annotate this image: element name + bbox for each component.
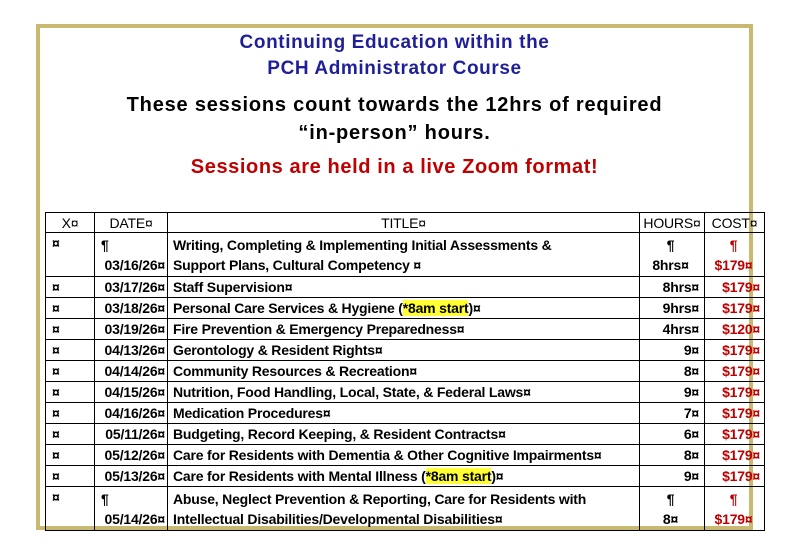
row-cost: $179¤ <box>705 403 765 424</box>
row-title <box>168 298 640 319</box>
table-row <box>46 233 765 277</box>
row-title-cell <box>168 487 640 531</box>
table-row <box>46 319 765 340</box>
row-cost: $179¤ <box>705 277 765 298</box>
row-title-end: )¤ <box>468 300 481 316</box>
row-title: Nutrition, Food Handling, Local, State, & Federal Laws¤ <box>168 382 640 403</box>
row-hours: 4hrs¤ <box>640 319 705 340</box>
row-cost: $179¤ <box>705 445 765 466</box>
paragraph-mark: ¶ <box>666 236 675 253</box>
row-title-line-1: Writing, Completing & Implementing Initial Assessments & <box>173 236 552 253</box>
row-date: 05/14/26¤ <box>104 510 165 527</box>
zoom-notice: Sessions are held in a live Zoom format! <box>190 156 599 178</box>
row-title: Care for Residents with Dementia & Other Cognitive Impairments¤ <box>168 445 640 466</box>
row-x-cell: ¤ <box>46 382 95 403</box>
table-row <box>46 382 765 403</box>
row-hours: 8¤ <box>640 445 705 466</box>
row-date: 04/14/26¤ <box>95 361 168 382</box>
paragraph-mark: ¶ <box>101 236 109 253</box>
row-cost: $179¤ <box>705 340 765 361</box>
row-date: 03/18/26¤ <box>95 298 168 319</box>
row-title-line-1: Abuse, Neglect Prevention & Reporting, Care for Residents with <box>173 490 587 507</box>
paragraph-mark: ¶ <box>729 490 738 507</box>
row-x-cell: ¤ <box>46 298 95 319</box>
row-date: 05/11/26¤ <box>95 424 168 445</box>
row-cost: $179¤ <box>705 298 765 319</box>
col-header-cost: COST¤ <box>705 213 765 233</box>
row-x-cell: ¤ <box>46 277 95 298</box>
row-hours: 9hrs¤ <box>640 298 705 319</box>
row-cost: $179¤ <box>705 424 765 445</box>
row-title: Budgeting, Record Keeping, & Resident Contracts¤ <box>168 424 640 445</box>
row-x-cell: ¤ <box>46 403 95 424</box>
row-date: 03/16/26¤ <box>104 256 165 273</box>
row-hours-cell <box>640 233 705 277</box>
row-date: 03/17/26¤ <box>95 277 168 298</box>
row-title: Gerontology & Resident Rights¤ <box>168 340 640 361</box>
table-row <box>46 487 765 531</box>
row-title: Fire Prevention & Emergency Preparedness¤ <box>168 319 640 340</box>
row-cost: $179¤ <box>714 256 753 273</box>
col-header-hours: HOURS¤ <box>640 213 705 233</box>
col-header-x: X¤ <box>46 213 95 233</box>
heading-line-2: PCH Administrator Course <box>267 58 522 79</box>
col-header-date: DATE¤ <box>95 213 168 233</box>
row-date: 05/12/26¤ <box>95 445 168 466</box>
row-cost-cell <box>705 233 765 277</box>
row-title: Medication Procedures¤ <box>168 403 640 424</box>
row-title: Community Resources & Recreation¤ <box>168 361 640 382</box>
row-hours: 7¤ <box>640 403 705 424</box>
row-cost-cell <box>705 487 765 531</box>
session-schedule-table <box>45 212 765 531</box>
paragraph-mark: ¶ <box>666 490 675 507</box>
paragraph-mark: ¶ <box>729 236 738 253</box>
row-title-line-2: Intellectual Disabilities/Developmental Disabilities¤ <box>173 510 503 527</box>
start-time-highlight: *8am start <box>402 300 469 316</box>
row-title <box>168 466 640 487</box>
row-x-cell: ¤ <box>46 340 95 361</box>
row-cost: $179¤ <box>705 466 765 487</box>
row-title-text: Care for Residents with Mental Illness ( <box>173 468 426 484</box>
row-x-cell: ¤ <box>46 445 95 466</box>
row-cost: $120¤ <box>705 319 765 340</box>
row-title-end: )¤ <box>491 468 504 484</box>
row-hours: 9¤ <box>640 466 705 487</box>
table-row <box>46 445 765 466</box>
heading-line-1: Continuing Education within the <box>239 32 550 53</box>
row-x-cell: ¤ <box>46 319 95 340</box>
row-title: Staff Supervision¤ <box>168 277 640 298</box>
row-cost: $179¤ <box>705 361 765 382</box>
row-hours: 9¤ <box>640 340 705 361</box>
row-hours: 6¤ <box>640 424 705 445</box>
row-cost: $179¤ <box>714 510 753 527</box>
row-cost: $179¤ <box>705 382 765 403</box>
row-title-text: Personal Care Services & Hygiene ( <box>173 300 403 316</box>
col-header-title: TITLE¤ <box>168 213 640 233</box>
row-date: 04/16/26¤ <box>95 403 168 424</box>
row-hours: 8hrs¤ <box>640 277 705 298</box>
row-title-cell <box>168 233 640 277</box>
row-date-cell <box>95 487 168 531</box>
table-row <box>46 361 765 382</box>
table-row <box>46 298 765 319</box>
row-date: 04/13/26¤ <box>95 340 168 361</box>
row-hours-cell <box>640 487 705 531</box>
subheading-line-1: These sessions count towards the 12hrs of required <box>126 94 663 116</box>
row-x-cell: ¤ <box>46 487 95 531</box>
row-date-cell <box>95 233 168 277</box>
row-x-cell: ¤ <box>46 466 95 487</box>
row-date: 05/13/26¤ <box>95 466 168 487</box>
paragraph-mark: ¶ <box>101 490 109 507</box>
row-date: 03/19/26¤ <box>95 319 168 340</box>
row-x-cell: ¤ <box>46 233 95 277</box>
row-title-line-2: Support Plans, Cultural Competency ¤ <box>173 256 421 273</box>
start-time-highlight: *8am start <box>425 468 492 484</box>
row-hours: 8¤ <box>640 361 705 382</box>
table-row <box>46 340 765 361</box>
table-row <box>46 403 765 424</box>
flyer-frame <box>36 24 760 530</box>
row-hours: 9¤ <box>640 382 705 403</box>
row-hours: 8¤ <box>662 510 679 527</box>
row-hours: 8hrs¤ <box>652 256 689 273</box>
row-x-cell: ¤ <box>46 424 95 445</box>
table-header-row <box>46 213 765 233</box>
table-row <box>46 466 765 487</box>
table-row <box>46 424 765 445</box>
subheading-line-2: “in-person” hours. <box>298 122 491 144</box>
table-row <box>46 277 765 298</box>
row-x-cell: ¤ <box>46 361 95 382</box>
row-date: 04/15/26¤ <box>95 382 168 403</box>
